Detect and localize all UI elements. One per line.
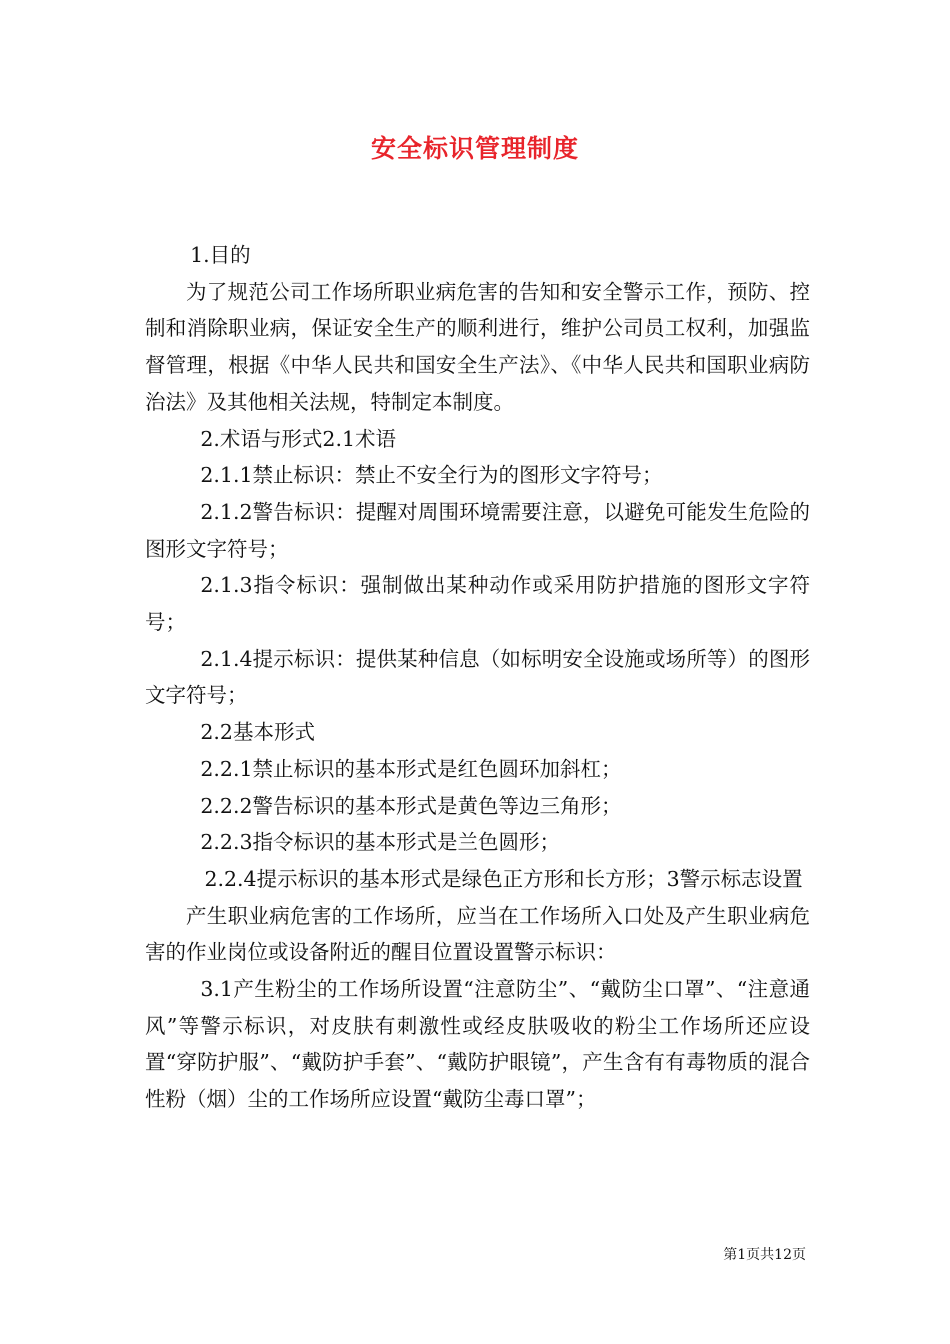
paragraph-purpose: 为了规范公司工作场所职业病危害的告知和安全警示工作，预防、控制和消除职业病，保证安全生产的顺利进行，维护公司员工权利，加强监督管理，根据《中华人民共和国安全生产法》、《中华人民共和国职业病防治法》及其他相关法规，特制定本制度。 bbox=[145, 279, 810, 414]
paragraph-form-warning: 2.2.2警告标识的基本形式是黄色等边三角形； bbox=[200, 793, 622, 818]
paragraph-warning-setup: 产生职业病危害的工作场所，应当在工作场所入口处及产生职业病危害的作业岗位或设备附近的醒目位置设置警示标识： bbox=[145, 903, 810, 965]
paragraph-term-warning: 2.1.2警告标识：提醒对周围环境需要注意，以避免可能发生危险的图形文字符号； bbox=[145, 499, 810, 561]
paragraph-term-instruction: 2.1.3指令标识：强制做出某种动作或采用防护措施的图形文字符号； bbox=[145, 573, 810, 635]
document-body bbox=[145, 237, 810, 1118]
page-number: 第1页共12页 bbox=[723, 1247, 806, 1263]
paragraph-form-prohibition: 2.2.1禁止标识的基本形式是红色圆环加斜杠； bbox=[200, 756, 622, 781]
document-title: 安全标识管理制度 bbox=[370, 134, 579, 163]
section-heading-purpose: 1.目的 bbox=[190, 243, 251, 267]
paragraph-form-prompt: 2.2.4提示标识的基本形式是绿色正方形和长方形；3警示标志设置 bbox=[204, 866, 803, 891]
paragraph-form-instruction: 2.2.3指令标识的基本形式是兰色圆形； bbox=[200, 830, 561, 855]
paragraph-term-prohibition: 2.1.1禁止标识：禁止不安全行为的图形文字符号； bbox=[200, 463, 663, 488]
paragraph-dust-workplace: 3.1产生粉尘的工作场所设置“注意防尘”、“戴防尘口罩”、“注意通风”等警示标识，对皮肤有刺激性或经皮肤吸收的粉尘工作场所还应设置“穿防护服”、“戴防护手套”、“戴防护眼镜”，产生含有有毒物质的混合性粉（烟）尘的工作场所应设置“戴防尘毒口罩”； bbox=[145, 977, 810, 1112]
paragraph-term-prompt: 2.1.4提示标识：提供某种信息（如标明安全设施或场所等）的图形文字符号； bbox=[145, 646, 810, 708]
section-heading-basic-forms: 2.2基本形式 bbox=[200, 720, 315, 745]
section-heading-terms: 2.术语与形式2.1术语 bbox=[200, 426, 397, 451]
